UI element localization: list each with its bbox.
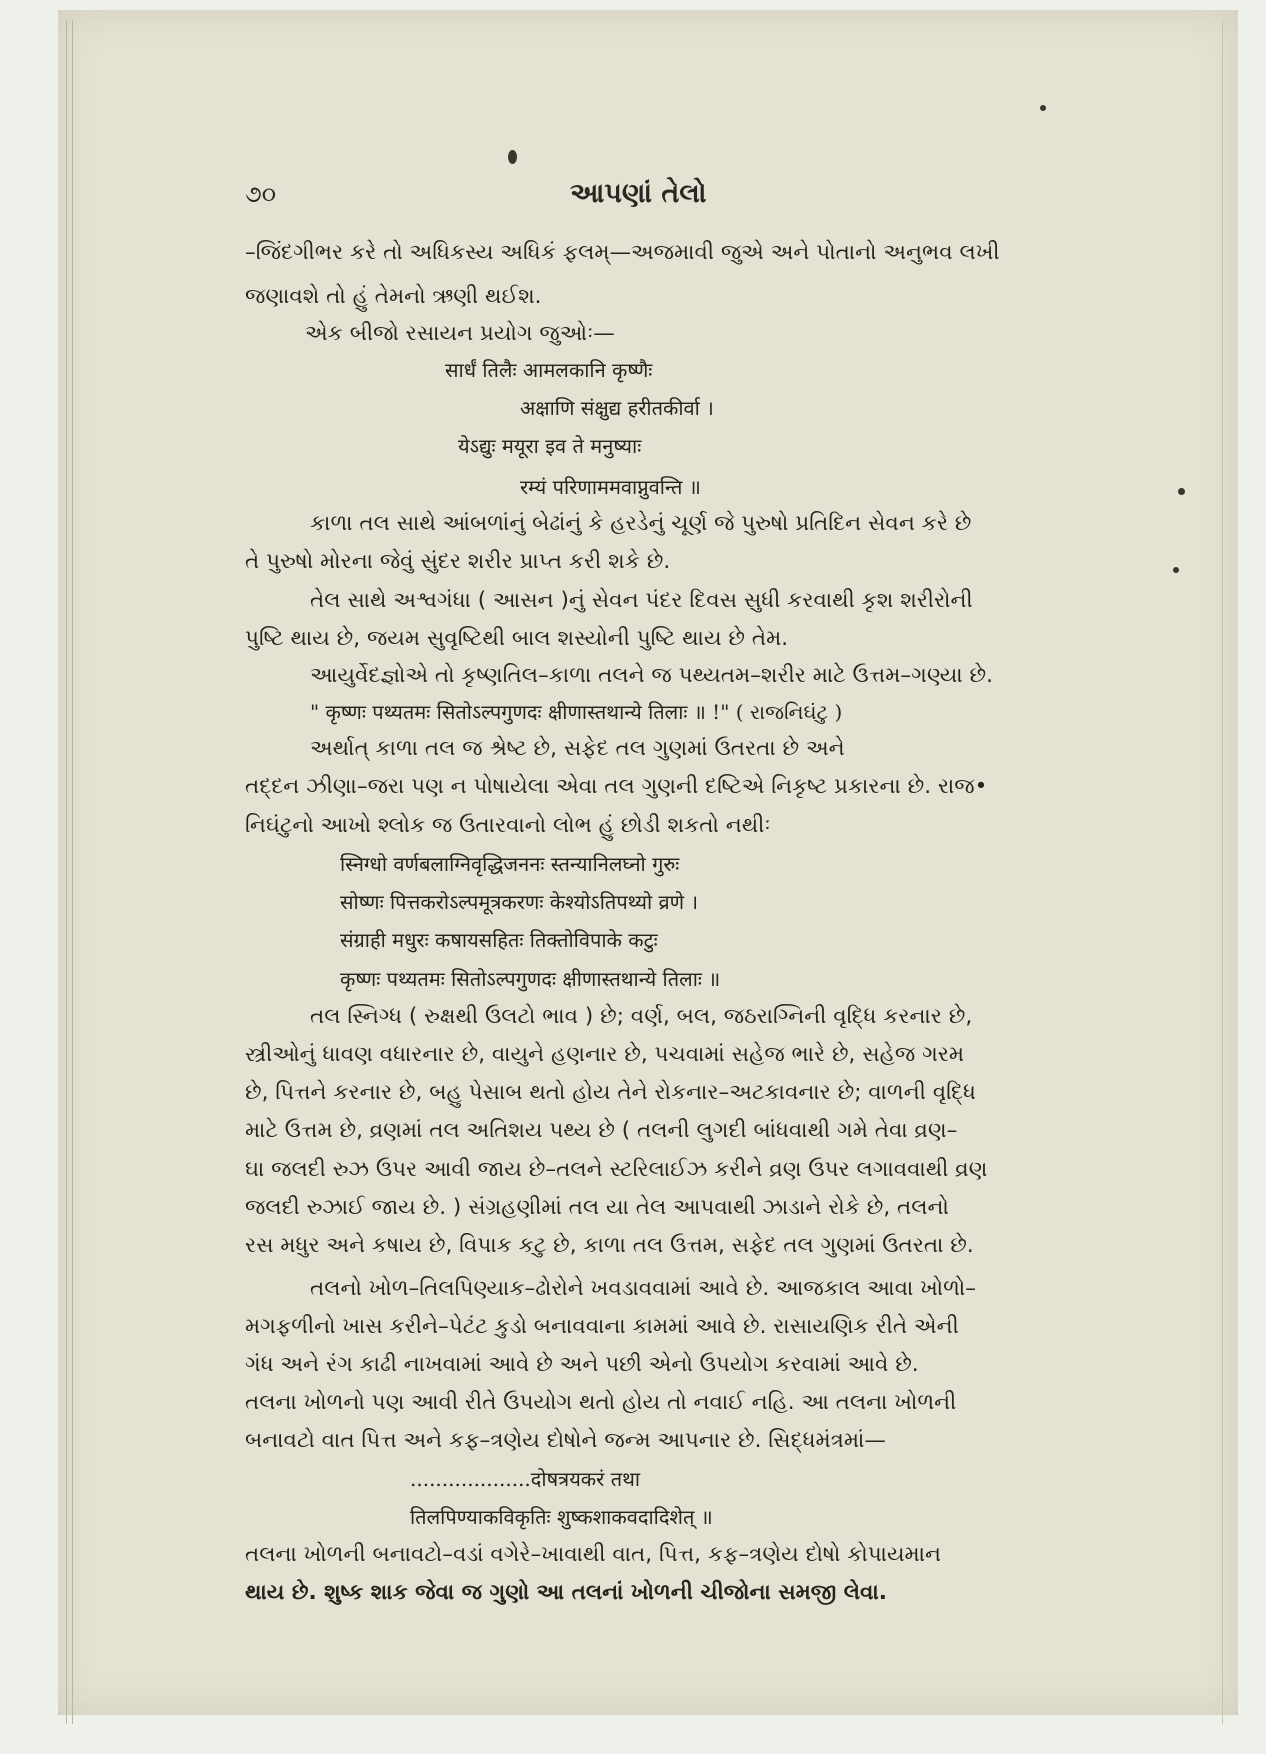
text-line: આયુર્વેદજ્ઞોએ તો કૃષ્ણતિલ–કાળા તલને જ પથ્યતમ–શરીર માટે ઉત્તમ–ગણ્યા છે. xyxy=(310,663,993,688)
page-header xyxy=(245,178,1205,218)
sanskrit-verse-line: रम्यं परिणाममवाप्नुवन्ति ॥ xyxy=(520,475,701,499)
sanskrit-verse-line: ...................दोषत्रयकरं तथा xyxy=(410,1467,641,1491)
text-line: જલદી રુઝાઈ જાય છે. ) સંગ્રહણીમાં તલ યા તેલ આપવાથી ઝાડાને રોકે છે, તલનો xyxy=(245,1195,949,1220)
text-line: ઘા જલદી રુઝ ઉપર આવી જાય છે–તલને સ્ટરિલાઈઝ કરીને વ્રણ ઉપર લગાવવાથી વ્રણ xyxy=(245,1157,988,1182)
sanskrit-verse-line: स्निग्धो वर्णबलाग्निवृद्धिजननः स्तन्यानिलघ्नो गुरुः xyxy=(340,852,680,876)
sanskrit-verse-line: सोष्णः पित्तकरोऽल्पमूत्रकरणः केश्योऽतिपथ्यो व्रणे । xyxy=(340,890,699,914)
sanskrit-verse-line: संग्राही मधुरः कषायसहितः तिक्तोविपाके कटुः xyxy=(340,928,658,952)
text-line: સ્ત્રીઓનું ધાવણ વધારનાર છે, વાયુને હણનાર છે, પચવામાં સહેજ ભારે છે, સહેજ ગરમ xyxy=(245,1042,965,1067)
text-line: મગફળીનો ખાસ કરીને–પેટંટ કુડો બનાવવાના કામમાં આવે છે. રાસાયણિક રીતે એની xyxy=(245,1314,959,1339)
text-line: તલનો ખોળ–તિલપિણ્યાક–ઢોરોને ખવડાવવામાં આવે છે. આજકાલ આવા ખોળો– xyxy=(310,1276,977,1301)
sanskrit-quote-line: " कृष्णः पथ्यतमः सितोऽल्पगुणदः क्षीणास्तथान्ये तिलाः ॥ !" ( રાજનિઘંટુ ) xyxy=(310,700,843,724)
text-line: બનાવટો વાત પિત્ત અને કફ–ત્રણેય દોષોને જન્મ આપનાર છે. સિદ્ધમંત્રમાં— xyxy=(245,1428,886,1453)
page-edge-line xyxy=(72,20,73,1724)
text-line: તલ સ્નિગ્ધ ( રુક્ષથી ઉલટો ભાવ ) છે; વર્ણ, બલ, જઠરાગ્નિની વૃદ્ધિ કરનાર છે, xyxy=(310,1004,973,1029)
text-line: તેલ સાથે અશ્વગંધા ( આસન )નું સેવન પંદર દિવસ સુધી કરવાથી કૃશ શરીરોની xyxy=(310,588,973,613)
text-line: જણાવશે તો હું તેમનો ઋણી થઈશ. xyxy=(245,284,542,309)
text-line: તદ્દન ઝીણા–જરા પણ ન પોષાયેલા એવા તલ ગુણની દષ્ટિએ નિકૃષ્ટ પ્રકારના છે. રાજ• xyxy=(245,774,988,799)
text-line: કાળા તલ સાથે આંબળાંનું બેઢાંનું કે હરડેનું ચૂર્ણ જે પુરુષો પ્રતિદિન સેવન કરે છે xyxy=(310,511,972,536)
sanskrit-verse-line: येऽद्युः मयूरा इव ते मनुष्याः xyxy=(458,434,642,458)
text-line: પુષ્ટિ થાય છે, જયમ સુવૃષ્ટિથી બાલ શસ્યોની પુષ્ટિ થાય છે તેમ. xyxy=(245,626,789,651)
page-edge-line xyxy=(66,20,67,1724)
sanskrit-verse-line: अक्षाणि संक्षुद्य हरीतकीर्वा । xyxy=(520,396,714,420)
text-line: છે, પિત્તને કરનાર છે, બહુ પેસાબ થતો હોય તેને રોકનાર–અટકાવનાર છે; વાળની વૃદ્ધિ xyxy=(245,1080,976,1105)
text-line: થાય છે. શુષ્ક શાક જેવા જ ગુણો આ તલનાં ખોળની ચીજોના સમજી લેવા. xyxy=(245,1580,887,1605)
text-line: નિઘંટુનો આખો શ્લોક જ ઉતારવાનો લોભ હું છોડી શકતો નથીઃ xyxy=(245,813,771,838)
sanskrit-verse-line: कृष्णः पथ्यतमः सितोऽल्पगुणदः क्षीणास्तथान्ये तिलाः ॥ xyxy=(340,967,721,991)
page-number: ૭૦ xyxy=(245,180,277,208)
text-line: માટે ઉત્તમ છે, વ્રણમાં તલ અતિશય પથ્ય છે ( તલની લુગદી બાંધવાથી ગમે તેવા વ્રણ– xyxy=(245,1118,958,1143)
text-line: ગંધ અને રંગ કાઢી નાખવામાં આવે છે અને પછી એનો ઉપયોગ કરવામાં આવે છે. xyxy=(245,1352,919,1377)
text-line: –જિંદગીભર કરે તો અધિકસ્ય અધિકં ફલમ્—અજમાવી જુએ અને પોતાનો અનુભવ લખી xyxy=(245,240,1000,265)
text-line: તલના ખોળનો પણ આવી રીતે ઉપયોગ થતો હોય તો નવાઈ નહિ. આ તલના ખોળની xyxy=(245,1390,957,1415)
text-line: એક બીજો રસાયન પ્રયોગ જુઓઃ— xyxy=(305,321,615,346)
text-line: તે પુરુષો મોરના જેવું સુંદર શરીર પ્રાપ્ત કરી શકે છે. xyxy=(245,549,671,574)
ink-spot xyxy=(1040,105,1046,111)
text-line: રસ મધુર અને કષાય છે, વિપાક કટુ છે, કાળા તલ ઉત્તમ, સફેદ તલ ગુણમાં ઉતરતા છે. xyxy=(245,1233,974,1258)
text-line: અર્થાત્ કાળા તલ જ શ્રેષ્ટ છે, સફેદ તલ ગુણમાં ઉતરતા છે અને xyxy=(310,736,845,761)
sanskrit-verse-line: सार्धं तिलैः आमलकानि कृष्णैः xyxy=(445,358,653,382)
ink-spot xyxy=(508,150,517,164)
running-head: આપણાં તેલો xyxy=(570,178,707,209)
text-line: તલના ખોળની બનાવટો–વડાં વગેરે–ખાવાથી વાત, પિત્ત, કફ–ત્રણેય દોષો કોપાયમાન xyxy=(245,1542,942,1567)
sanskrit-verse-line: तिलपिण्याकविकृतिः शुष्कशाकवदादिशेत् ॥ xyxy=(410,1505,713,1529)
